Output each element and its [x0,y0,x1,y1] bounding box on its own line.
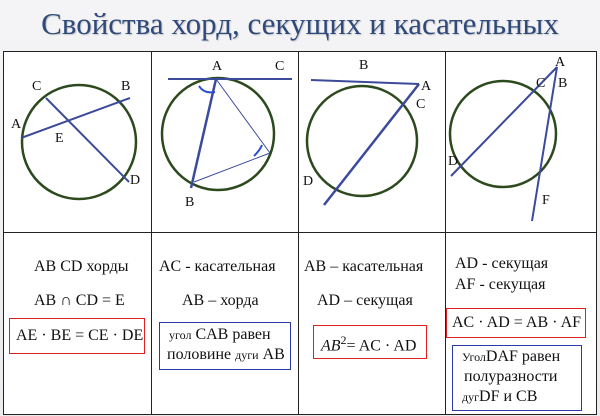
point-label-c: C [416,97,426,112]
tangent-chord-note [159,322,291,370]
point-label-a: A [212,59,223,74]
point-label-a: A [421,79,432,94]
point-label-d: D [303,174,314,189]
angle-mark [254,145,262,156]
point-label-c: C [275,59,285,74]
tangent-secant-formula: $AB^2=$ AC · AD [321,333,417,355]
point-label-c: C [32,79,42,94]
note-line-1: УголDAF равен [462,348,561,365]
properties-table [3,51,597,415]
secant-ad [324,84,419,205]
tangent-chord-diagram [152,52,298,232]
two-secants-formula-box [446,308,586,338]
tangent-ab [311,80,419,84]
note-line-2: половине дуги AB [167,346,285,363]
chord-line [216,79,270,153]
chord-ab [191,79,216,188]
chords-statement: AB CD хорды [34,258,129,275]
note-line-3: дугDF и CB [462,388,538,405]
two-secants-diagram [446,52,596,232]
chords-formula-box [9,318,145,354]
point-label-e: E [55,131,64,146]
point-label-b: B [359,58,369,73]
note-line-1: угол CAB равен [169,326,271,343]
row-divider [4,232,596,233]
chords-diagram [4,52,151,232]
chord-line [194,153,270,182]
point-label-b: B [121,79,131,94]
chord-statement: AB – хорда [182,292,259,309]
point-label-b: B [558,76,568,91]
tangent-secant-formula-box [313,325,427,359]
secant-ad-statement: AD - секущая [455,255,549,272]
tangent-secant-diagram [299,52,445,232]
intersection-statement: AB ∩ CD = E [34,292,125,309]
point-label-b: B [185,195,195,210]
page-title: Свойства хорд, секущих и касательных [41,6,559,41]
point-label-d: D [130,173,141,188]
point-label-c: C [536,76,546,91]
point-label-a: A [555,55,566,70]
secant-af-statement: AF - секущая [455,276,546,293]
tangent-statement: AB – касательная [304,258,424,275]
circle [307,86,417,196]
secant-statement: AD – секущая [317,292,413,309]
tangent-statement: AC - касательная [159,258,276,275]
two-secants-formula: AC · AD = AB · AF [452,314,582,331]
point-label-f: F [542,193,550,208]
note-line-2: полуразности [464,368,558,385]
point-label-d: D [448,154,459,169]
chords-formula: AE · BE = CE · DE [16,327,144,344]
two-secants-note [452,345,582,411]
point-label-a: A [11,117,22,132]
